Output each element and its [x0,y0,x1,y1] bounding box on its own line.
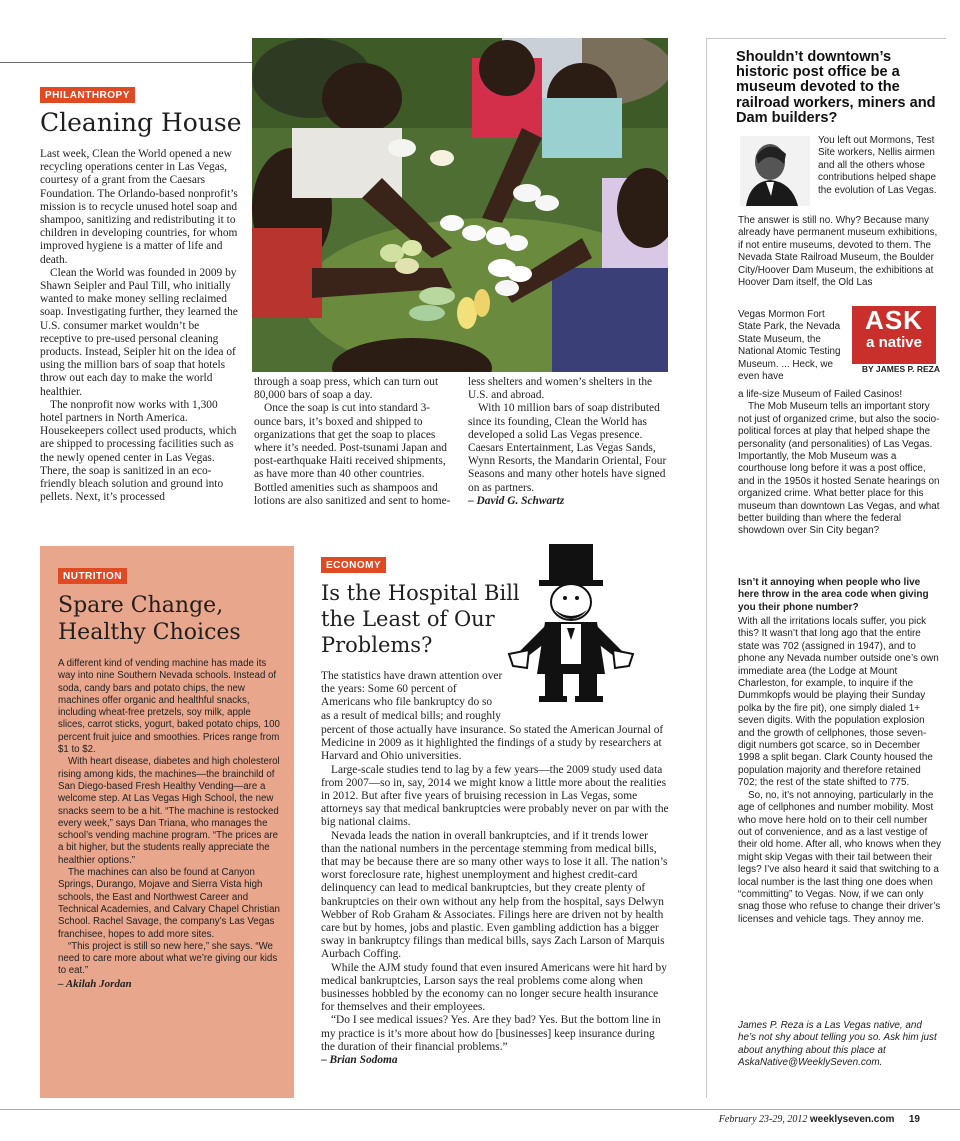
philanthropy-headline: Cleaning House [40,108,242,137]
paragraph: While the AJM study found that even insured Americans were hit hard by medical bankruptcies, Larson says the real problems come along when businesses hobbled by the economy can no longer secure health insurance for themselves and their employees. [321,961,667,1014]
paragraph: Nevada leads the nation in overall bankruptcies, and if it trends lower than the national numbers in the percentage stemming from medical bills, that may be because there are so many other ways to lose it all. The nation’s worst foreclosure rate, highest unemployment and highest credit-card delinquency can lead to medical bankruptcies, but they create plenty of bankruptcies on their own without any help from the hospital, says Delwyn Webber of Rob Graham & Associates. Filings here are driven not by health care but by homes, jobs and plastic. Even gambling addiction has a bigger sway in bankruptcy filings than medical bills, says Zach Larson of Marquis Aurbach Coffing. [321,829,668,961]
column-byline: BY JAMES P. REZA [861,364,940,374]
photo-illustration [252,38,668,372]
paragraph: Last week, Clean the World opened a new recycling operations center in Las Vegas, courtesy of a grant from the Caesars Foundation. The Orlando-based nonprofit’s mission is to recycle unused hotel soap and shampoo, sanitizing and redistributing it to children in developing countries, for whom improved hygiene is a matter of life and death. [40,148,238,266]
site-url: weeklyseven.com [809,1114,895,1125]
philanthropy-kicker: PHILANTHROPY [40,87,135,103]
paragraph: percent of those actually have insurance. So stated the American Journal of Medicine in 2009 as it highlighted the findings of a study by researchers at Harvard and Ohio universities. [321,724,664,763]
headline-line: Is the Hospital Bill [321,581,520,605]
author-portrait [740,136,810,206]
paragraph: through a soap press, which can turn out 80,000 bars of soap a day. [254,376,439,402]
section-divider [0,62,252,63]
footer-divider [0,1109,960,1110]
nutrition-headline [58,592,241,646]
author-signature: – David G. Schwartz [468,494,565,507]
paragraph: “This project is still so new here,” she says. “We need to care more about what we’re giving our kids to eat.” [58,940,278,977]
economy-intro [321,670,503,722]
paragraph: With 10 million bars of soap distributed since its founding, Clean the World has developed a solid Las Vegas presence. Caesars Entertainment, Las Vegas Sands, Wynn Resorts, the Mandarin Oriental, Four Seasons and many other hotels have signed on as partners. [468,402,667,494]
question-1: Shouldn’t downtown’s historic post office be a museum devoted to the railroad workers, miners and Dam builders? [736,49,936,126]
headline-line: Healthy Choices [58,620,241,645]
author-signature: – Akilah Jordan [58,977,132,990]
paragraph: The statistics have drawn attention over the years: Some 60 percent of Americans who file bankruptcy do so as a result of medical bills; and roughly [321,670,503,722]
paragraph: You left out Mormons, Test Site workers, Nellis airmen and all the others whose contributions helped shape the evolution of Las Vegas. [818,135,937,196]
paragraph: With all the irritations locals suffer, you pick this? It wasn’t that long ago that the entire state was 702 (assigned in 1947), and to phone any Nevada number outside one’s own immediate area (the Lodge at Mount Charleston, for example, to inquire if the Dummkopfs would be playing their Sunday polka by the fire pit), one simply dialed 1+ seven digits. With the population explosion and the growth of cellphones, those seven-digit numbers got scarce, so in December 1998 a split began. Clark County housed the population majority and therefore retained 702; the rest of the state shifted to 775. [738,616,939,789]
philanthropy-column-1 [40,148,238,526]
page-footer [719,1114,920,1125]
economy-body [321,724,669,1090]
answer-1-text-b [738,309,846,383]
children-soap-photo [252,38,668,372]
monopoly-man-illustration [505,544,637,704]
economy-headline [321,580,520,658]
paragraph: “Do I see medical issues? Yes. Are they bad? Yes. But the bottom line in my practice is it’s more about how do [businesses] keep insurance during the duration of their financial problems.” [321,1014,661,1053]
paragraph: A different kind of vending machine has made its way into nine Southern Nevada schools. Instead of soda, candy bars and potato chips, the new machines offer organic and healthful snacks, including wheat-free pretzels, soy milk, apple slices, carrot sticks, yogurt, baked potato chips, 100 percent fruit juice and smoothies. Prices range from $1 to $2. [58,658,280,756]
paragraph: So, no, it’s not annoying, particularly in the age of cellphones and number mobility. Most who move here hold on to their cell number out of convenience, and as a last vestige of their old home. After all, who knows when they might skip Vegas with their tail between their legs? I’ve also heard it said that switching to a local number is the last thing one does when “committing” to Vegas. Now, if we can only snag those who refuse to change their driver’s licenses and vehicle tags. They annoy me. [738,789,942,925]
paragraph: The nonprofit now works with 1,300 hotel partners in North America. Housekeepers collect used products, which are shipped to processing facilities such as the newly opened center in Las Vegas. There, the soap is sanitized in an eco-friendly bleach solution and ground into pellets. Next, it’s processed [40,398,237,504]
author-bio: James P. Reza is a Las Vegas native, and he’s not shy about telling you so. Ask him just about anything about this place at AskaNative@WeeklySeven.com. [738,1020,937,1069]
paragraph: The machines can also be found at Canyon Springs, Durango, Mojave and Sierra Vista high schools, the East and Northwest Career and Technical Academies, and Calvary Chapel Christian School. Rachel Savage, the company’s Las Vegas franchisee, hopes to add more sites. [58,867,280,940]
economy-kicker: ECONOMY [321,557,386,573]
answer-1-wrap [818,135,940,197]
philanthropy-column-3 [468,376,668,526]
question-2: Isn’t it annoying when people who live here throw in the area code when giving you their phone number? [738,577,929,613]
author-portrait-image [740,136,810,206]
badge-ask: ASK [865,305,923,335]
philanthropy-column-2 [254,376,452,526]
paragraph: a life-size Museum of Failed Casinos! [738,389,903,400]
nutrition-kicker: NUTRITION [58,568,127,584]
badge-native: a native [866,334,922,351]
headline-line: Spare Change, [58,593,224,618]
nutrition-body [58,658,280,990]
answer-2-text [738,616,942,926]
page-number: 19 [908,1114,920,1125]
paragraph: less shelters and women’s shelters in the U.S. and abroad. [468,376,653,402]
paragraph: Once the soap is cut into standard 3-ounce bars, it’s boxed and shipped to organizations that get the soap to places where it’s needed. Post-tsunami Japan and post-earthquake Haiti received shipments, as have more than 40 other countries. Bottled amenities such as shampoos and lotions are also sanitized and sent to home- [254,402,451,507]
headline-line: Problems? [321,633,433,657]
paragraph: Clean the World was founded in 2009 by Shawn Seipler and Paul Till, who initially wanted to make money selling reclaimed soap. Investigating further, they learned the U.S. consumer market wouldn’t be receptive to pre-used personal cleaning products. Instead, Seipler hit on the idea of using the million bars of soap that hotels throw out each day to make the world healthier. [40,266,238,398]
paragraph: The Mob Museum tells an important story not just of organized crime, but also the socio-political forces at play that helped shape the personality (and personalities) of Las Vegas. Importantly, the Mob Museum was a courthouse long before it was a post office, and in the 1950s it hosted Senate hearings on organized crime. What better place for this museum than downtown Las Vegas, and what better building than where the federal showdown over Sin City began? [738,401,940,537]
answer-1-text-a [738,215,940,289]
issue-date: February 23-29, 2012 [718,1114,808,1125]
paragraph: Large-scale studies tend to lag by a few years—the 2009 study used data from 2007—so in, say, 2014 we might know a little more about the realities in 2012. But after five years of bruising recession in Las Vegas, some attorneys say that medical bankruptcies were probably never on par with the big national claims. [321,763,669,829]
ask-a-native-badge [852,306,936,364]
monopoly-man-cartoon [505,544,637,704]
headline-line: the Least of Our [321,607,495,631]
paragraph: With heart disease, diabetes and high cholesterol rising among kids, the machines—the brainchild of San Diego-based Fresh Healthy Vending—are a welcome step. At Las Vegas High School, the new snacks seem to be a hit. “The machine is restocked every week,” says Dan Triana, who manages the school’s vending machine program. “The prices are a bit higher, but the students really appreciate the healthier options.” [58,756,280,866]
paragraph: Vegas Mormon Fort State Park, the Nevada State Museum, the National Atomic Testing Museum. ... Heck, we even have [738,309,841,383]
paragraph: The answer is still no. Why? Because many already have permanent museum exhibitions, if not entire museums, devoted to them. The Nevada State Railroad Museum, the Boulder City/Hoover Dam Museum, the exhibitions at Hoover Dam itself, the Old Las [738,215,938,289]
answer-1-text-c [738,389,942,538]
author-signature: – Brian Sodoma [321,1054,398,1067]
